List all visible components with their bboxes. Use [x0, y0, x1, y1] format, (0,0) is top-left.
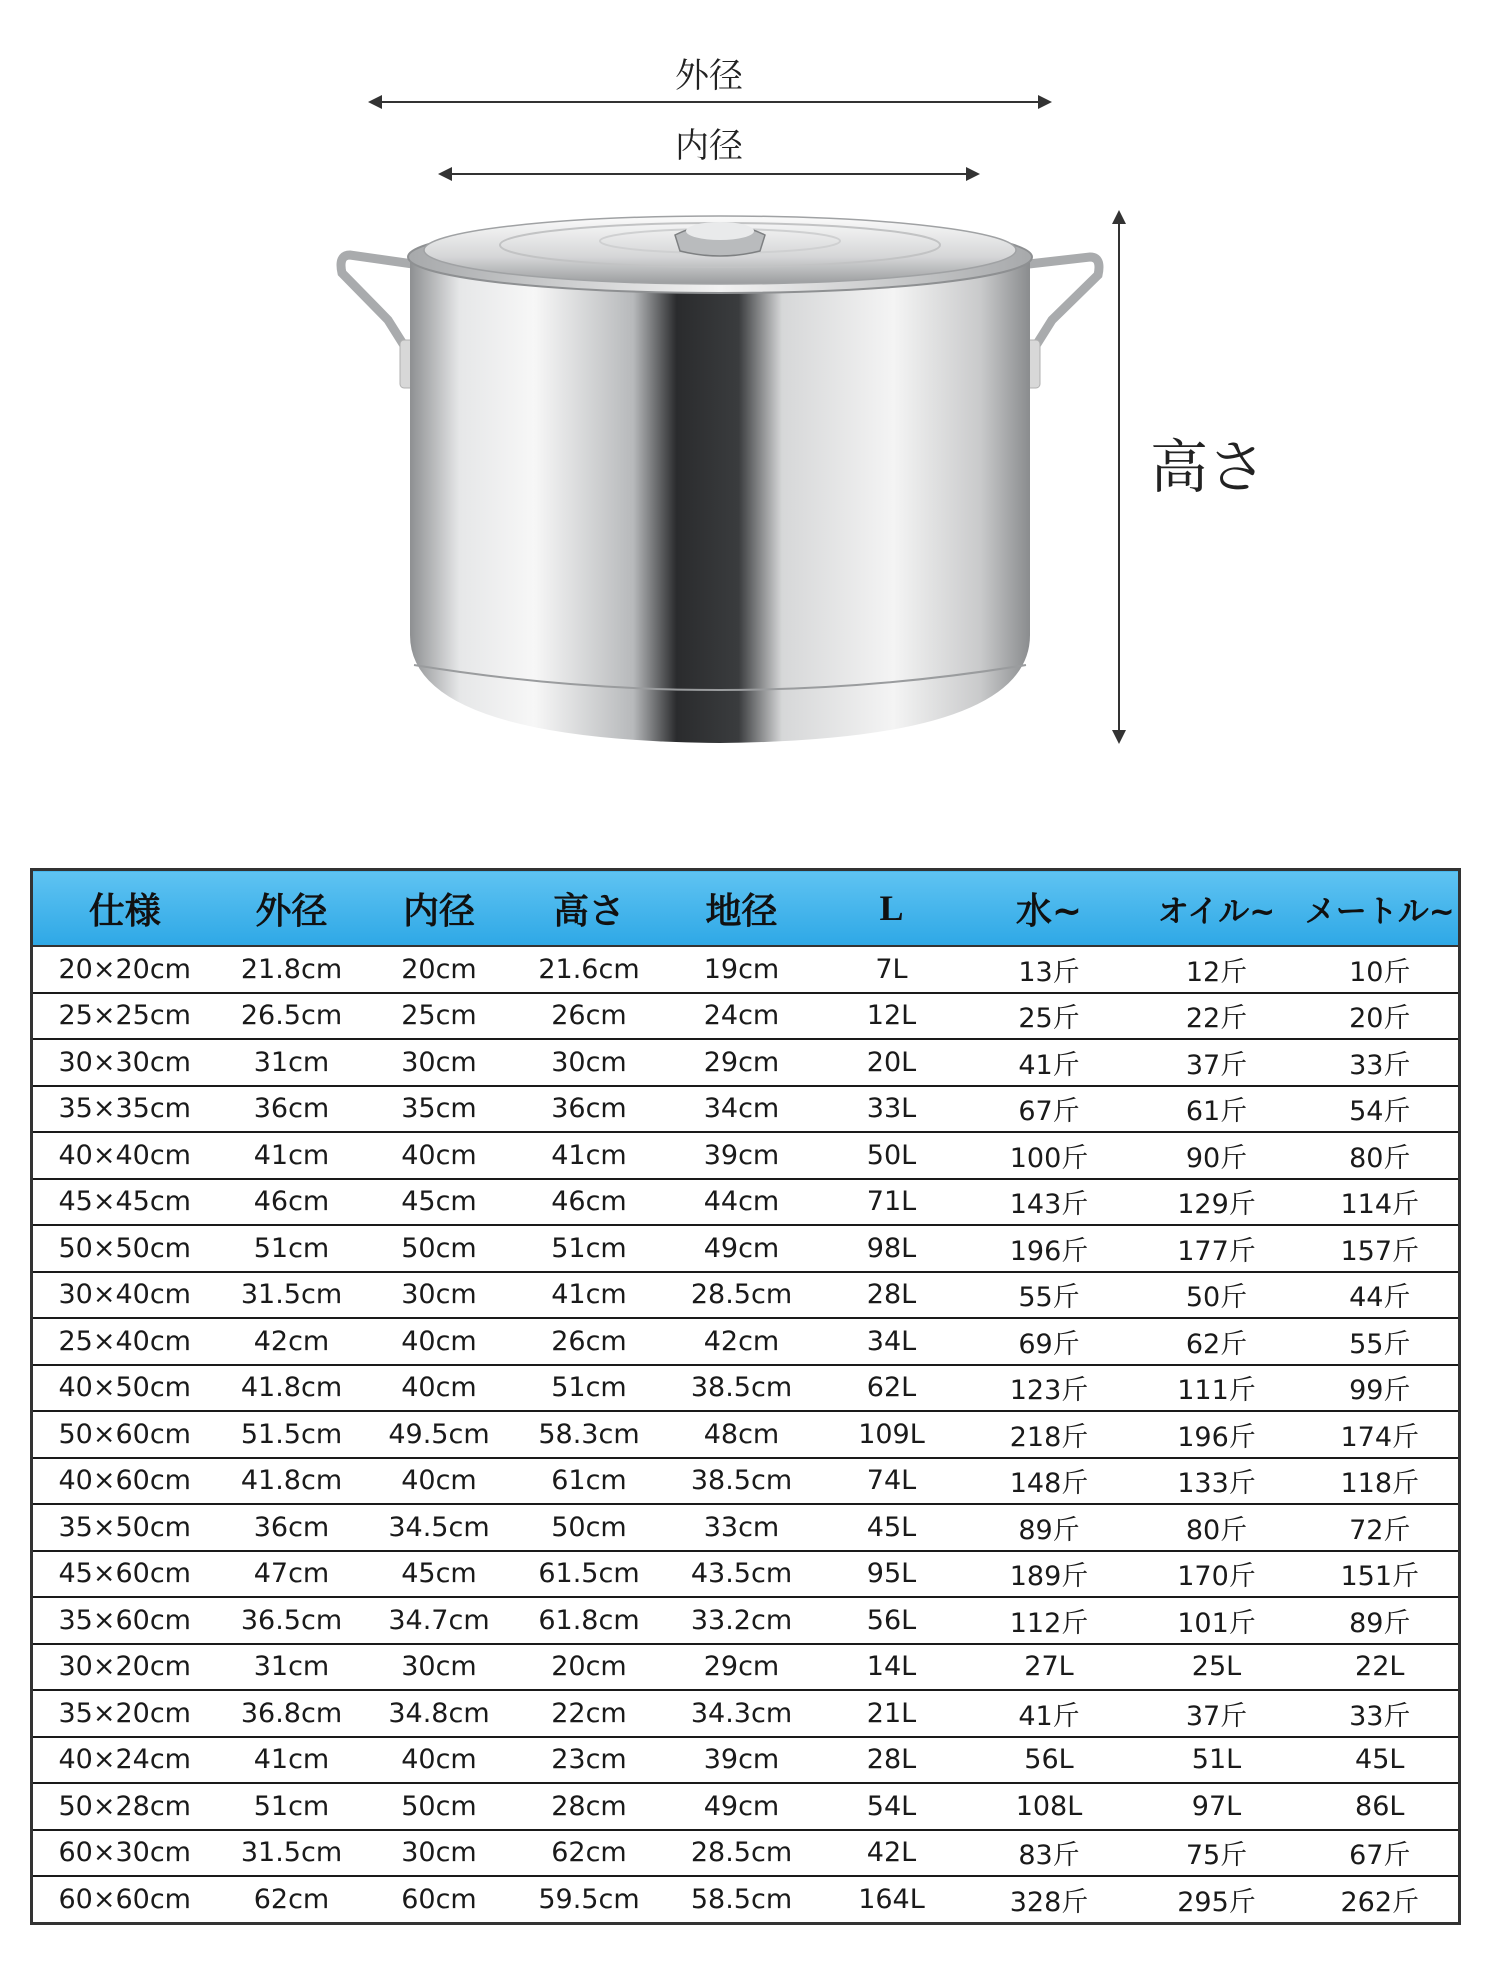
table-row: [32, 946, 1460, 993]
cell-oil: 177斤: [1132, 1225, 1302, 1272]
cell-base-diameter: 49cm: [667, 1783, 817, 1830]
cell-spec: 45×45cm: [32, 1179, 217, 1226]
cell-outer-diameter: 21.8cm: [217, 946, 367, 993]
cell-liters: 71L: [817, 1179, 967, 1226]
stockpot-image: [330, 195, 1110, 755]
cell-meter: 67斤: [1302, 1830, 1460, 1877]
cell-meter: 72斤: [1302, 1504, 1460, 1551]
cell-base-diameter: 29cm: [667, 1039, 817, 1086]
inner-diameter-arrow: [440, 173, 978, 175]
outer-diameter-label: 外径: [675, 56, 743, 96]
cell-water: 13斤: [967, 946, 1132, 993]
cell-oil: 50斤: [1132, 1272, 1302, 1319]
cell-meter: 262斤: [1302, 1876, 1460, 1923]
cell-oil: 196斤: [1132, 1411, 1302, 1458]
table-row: [32, 1318, 1460, 1365]
table-row: [32, 1644, 1460, 1691]
height-arrow: [1118, 212, 1120, 742]
header-water: 水~: [967, 870, 1132, 947]
cell-meter: 118斤: [1302, 1458, 1460, 1505]
cell-inner-diameter: 40cm: [367, 1132, 512, 1179]
cell-base-diameter: 38.5cm: [667, 1458, 817, 1505]
cell-oil: 97L: [1132, 1783, 1302, 1830]
cell-liters: 74L: [817, 1458, 967, 1505]
cell-height: 50cm: [512, 1504, 667, 1551]
cell-spec: 35×60cm: [32, 1597, 217, 1644]
cell-liters: 34L: [817, 1318, 967, 1365]
table-row: [32, 1225, 1460, 1272]
cell-spec: 40×24cm: [32, 1737, 217, 1784]
cell-inner-diameter: 25cm: [367, 993, 512, 1040]
cell-spec: 25×25cm: [32, 993, 217, 1040]
cell-liters: 56L: [817, 1597, 967, 1644]
cell-base-diameter: 48cm: [667, 1411, 817, 1458]
cell-meter: 151斤: [1302, 1551, 1460, 1598]
cell-base-diameter: 19cm: [667, 946, 817, 993]
cell-height: 62cm: [512, 1830, 667, 1877]
cell-outer-diameter: 51.5cm: [217, 1411, 367, 1458]
cell-spec: 45×60cm: [32, 1551, 217, 1598]
header-base-diameter: 地径: [667, 870, 817, 947]
cell-meter: 20斤: [1302, 993, 1460, 1040]
cell-inner-diameter: 20cm: [367, 946, 512, 993]
cell-water: 218斤: [967, 1411, 1132, 1458]
cell-base-diameter: 28.5cm: [667, 1830, 817, 1877]
cell-outer-diameter: 36.5cm: [217, 1597, 367, 1644]
cell-water: 108L: [967, 1783, 1132, 1830]
cell-meter: 44斤: [1302, 1272, 1460, 1319]
cell-water: 143斤: [967, 1179, 1132, 1226]
cell-base-diameter: 29cm: [667, 1644, 817, 1691]
cell-base-diameter: 28.5cm: [667, 1272, 817, 1319]
table-row: [32, 1039, 1460, 1086]
cell-oil: 111斤: [1132, 1365, 1302, 1412]
cell-base-diameter: 34.3cm: [667, 1690, 817, 1737]
cell-base-diameter: 42cm: [667, 1318, 817, 1365]
cell-base-diameter: 58.5cm: [667, 1876, 817, 1923]
cell-meter: 89斤: [1302, 1597, 1460, 1644]
table-row: [32, 1551, 1460, 1598]
cell-height: 41cm: [512, 1132, 667, 1179]
table-row: [32, 1086, 1460, 1133]
table-row: [32, 1830, 1460, 1877]
cell-liters: 7L: [817, 946, 967, 993]
cell-spec: 35×20cm: [32, 1690, 217, 1737]
cell-height: 20cm: [512, 1644, 667, 1691]
table-row: [32, 1132, 1460, 1179]
cell-outer-diameter: 41.8cm: [217, 1458, 367, 1505]
cell-height: 23cm: [512, 1737, 667, 1784]
cell-liters: 109L: [817, 1411, 967, 1458]
cell-height: 22cm: [512, 1690, 667, 1737]
cell-inner-diameter: 30cm: [367, 1830, 512, 1877]
cell-meter: 114斤: [1302, 1179, 1460, 1226]
cell-outer-diameter: 26.5cm: [217, 993, 367, 1040]
cell-outer-diameter: 42cm: [217, 1318, 367, 1365]
cell-outer-diameter: 41.8cm: [217, 1365, 367, 1412]
cell-liters: 98L: [817, 1225, 967, 1272]
cell-oil: 133斤: [1132, 1458, 1302, 1505]
table-row: [32, 1458, 1460, 1505]
cell-oil: 61斤: [1132, 1086, 1302, 1133]
cell-oil: 25L: [1132, 1644, 1302, 1691]
cell-outer-diameter: 31cm: [217, 1039, 367, 1086]
cell-liters: 20L: [817, 1039, 967, 1086]
cell-inner-diameter: 50cm: [367, 1783, 512, 1830]
cell-inner-diameter: 60cm: [367, 1876, 512, 1923]
cell-water: 196斤: [967, 1225, 1132, 1272]
header-outer-diameter: 外径: [217, 870, 367, 947]
table-row: [32, 1179, 1460, 1226]
cell-base-diameter: 24cm: [667, 993, 817, 1040]
cell-inner-diameter: 30cm: [367, 1272, 512, 1319]
table-row: [32, 1783, 1460, 1830]
cell-inner-diameter: 34.7cm: [367, 1597, 512, 1644]
cell-height: 46cm: [512, 1179, 667, 1226]
cell-liters: 95L: [817, 1551, 967, 1598]
cell-inner-diameter: 50cm: [367, 1225, 512, 1272]
cell-water: 41斤: [967, 1690, 1132, 1737]
cell-outer-diameter: 31.5cm: [217, 1272, 367, 1319]
table-row: [32, 1411, 1460, 1458]
cell-water: 69斤: [967, 1318, 1132, 1365]
cell-spec: 20×20cm: [32, 946, 217, 993]
header-spec: 仕様: [32, 870, 217, 947]
cell-water: 83斤: [967, 1830, 1132, 1877]
cell-height: 61.8cm: [512, 1597, 667, 1644]
cell-oil: 22斤: [1132, 993, 1302, 1040]
cell-meter: 22L: [1302, 1644, 1460, 1691]
cell-inner-diameter: 40cm: [367, 1318, 512, 1365]
cell-meter: 174斤: [1302, 1411, 1460, 1458]
height-label: 高さ: [1150, 433, 1267, 501]
cell-oil: 37斤: [1132, 1039, 1302, 1086]
cell-meter: 55斤: [1302, 1318, 1460, 1365]
table-row: [32, 1737, 1460, 1784]
cell-inner-diameter: 34.5cm: [367, 1504, 512, 1551]
cell-outer-diameter: 41cm: [217, 1737, 367, 1784]
spec-table: [30, 868, 1458, 1925]
cell-water: 25斤: [967, 993, 1132, 1040]
cell-water: 67斤: [967, 1086, 1132, 1133]
cell-base-diameter: 39cm: [667, 1737, 817, 1784]
cell-inner-diameter: 34.8cm: [367, 1690, 512, 1737]
cell-meter: 157斤: [1302, 1225, 1460, 1272]
cell-outer-diameter: 62cm: [217, 1876, 367, 1923]
cell-water: 27L: [967, 1644, 1132, 1691]
cell-meter: 33斤: [1302, 1039, 1460, 1086]
inner-diameter-label: 内径: [675, 126, 743, 166]
table-row: [32, 1504, 1460, 1551]
cell-spec: 35×50cm: [32, 1504, 217, 1551]
cell-outer-diameter: 36cm: [217, 1504, 367, 1551]
cell-inner-diameter: 45cm: [367, 1179, 512, 1226]
cell-spec: 30×30cm: [32, 1039, 217, 1086]
cell-spec: 40×60cm: [32, 1458, 217, 1505]
cell-liters: 45L: [817, 1504, 967, 1551]
cell-height: 58.3cm: [512, 1411, 667, 1458]
cell-meter: 54斤: [1302, 1086, 1460, 1133]
cell-oil: 170斤: [1132, 1551, 1302, 1598]
cell-water: 100斤: [967, 1132, 1132, 1179]
cell-height: 59.5cm: [512, 1876, 667, 1923]
cell-base-diameter: 44cm: [667, 1179, 817, 1226]
cell-height: 26cm: [512, 993, 667, 1040]
cell-spec: 60×30cm: [32, 1830, 217, 1877]
cell-water: 112斤: [967, 1597, 1132, 1644]
table-row: [32, 993, 1460, 1040]
cell-outer-diameter: 31.5cm: [217, 1830, 367, 1877]
cell-outer-diameter: 51cm: [217, 1783, 367, 1830]
cell-height: 36cm: [512, 1086, 667, 1133]
cell-inner-diameter: 49.5cm: [367, 1411, 512, 1458]
cell-height: 30cm: [512, 1039, 667, 1086]
cell-oil: 75斤: [1132, 1830, 1302, 1877]
cell-outer-diameter: 46cm: [217, 1179, 367, 1226]
cell-oil: 12斤: [1132, 946, 1302, 993]
cell-oil: 37斤: [1132, 1690, 1302, 1737]
cell-spec: 50×28cm: [32, 1783, 217, 1830]
cell-liters: 50L: [817, 1132, 967, 1179]
cell-height: 21.6cm: [512, 946, 667, 993]
cell-water: 55斤: [967, 1272, 1132, 1319]
outer-diameter-arrow: [370, 101, 1050, 103]
cell-height: 41cm: [512, 1272, 667, 1319]
cell-meter: 99斤: [1302, 1365, 1460, 1412]
cell-outer-diameter: 36.8cm: [217, 1690, 367, 1737]
cell-inner-diameter: 40cm: [367, 1458, 512, 1505]
cell-outer-diameter: 31cm: [217, 1644, 367, 1691]
cell-base-diameter: 43.5cm: [667, 1551, 817, 1598]
cell-inner-diameter: 35cm: [367, 1086, 512, 1133]
cell-spec: 40×40cm: [32, 1132, 217, 1179]
cell-base-diameter: 38.5cm: [667, 1365, 817, 1412]
table-row: [32, 1597, 1460, 1644]
table-row: [32, 1272, 1460, 1319]
cell-spec: 25×40cm: [32, 1318, 217, 1365]
cell-oil: 51L: [1132, 1737, 1302, 1784]
cell-height: 28cm: [512, 1783, 667, 1830]
cell-base-diameter: 33.2cm: [667, 1597, 817, 1644]
cell-inner-diameter: 30cm: [367, 1039, 512, 1086]
cell-liters: 28L: [817, 1272, 967, 1319]
cell-water: 328斤: [967, 1876, 1132, 1923]
cell-water: 41斤: [967, 1039, 1132, 1086]
cell-liters: 33L: [817, 1086, 967, 1133]
cell-inner-diameter: 40cm: [367, 1365, 512, 1412]
cell-meter: 10斤: [1302, 946, 1460, 993]
cell-outer-diameter: 47cm: [217, 1551, 367, 1598]
cell-inner-diameter: 30cm: [367, 1644, 512, 1691]
cell-inner-diameter: 45cm: [367, 1551, 512, 1598]
cell-spec: 50×60cm: [32, 1411, 217, 1458]
cell-liters: 28L: [817, 1737, 967, 1784]
cell-height: 61.5cm: [512, 1551, 667, 1598]
cell-spec: 50×50cm: [32, 1225, 217, 1272]
cell-liters: 14L: [817, 1644, 967, 1691]
header-inner-diameter: 内径: [367, 870, 512, 947]
cell-liters: 12L: [817, 993, 967, 1040]
cell-liters: 42L: [817, 1830, 967, 1877]
cell-water: 89斤: [967, 1504, 1132, 1551]
header-liters: L: [817, 870, 967, 947]
cell-base-diameter: 39cm: [667, 1132, 817, 1179]
cell-oil: 129斤: [1132, 1179, 1302, 1226]
cell-outer-diameter: 41cm: [217, 1132, 367, 1179]
header-meter: メートル~: [1302, 870, 1460, 947]
cell-base-diameter: 33cm: [667, 1504, 817, 1551]
cell-spec: 30×40cm: [32, 1272, 217, 1319]
cell-spec: 30×20cm: [32, 1644, 217, 1691]
cell-meter: 45L: [1302, 1737, 1460, 1784]
cell-height: 26cm: [512, 1318, 667, 1365]
cell-outer-diameter: 36cm: [217, 1086, 367, 1133]
cell-height: 61cm: [512, 1458, 667, 1505]
cell-oil: 62斤: [1132, 1318, 1302, 1365]
cell-inner-diameter: 40cm: [367, 1737, 512, 1784]
cell-liters: 62L: [817, 1365, 967, 1412]
header-height: 高さ: [512, 870, 667, 947]
cell-meter: 80斤: [1302, 1132, 1460, 1179]
cell-spec: 35×35cm: [32, 1086, 217, 1133]
cell-water: 148斤: [967, 1458, 1132, 1505]
cell-liters: 21L: [817, 1690, 967, 1737]
cell-base-diameter: 49cm: [667, 1225, 817, 1272]
cell-water: 189斤: [967, 1551, 1132, 1598]
cell-water: 123斤: [967, 1365, 1132, 1412]
cell-outer-diameter: 51cm: [217, 1225, 367, 1272]
cell-liters: 164L: [817, 1876, 967, 1923]
cell-height: 51cm: [512, 1225, 667, 1272]
cell-oil: 80斤: [1132, 1504, 1302, 1551]
table-row: [32, 1876, 1460, 1923]
table-row: [32, 1690, 1460, 1737]
cell-meter: 86L: [1302, 1783, 1460, 1830]
cell-meter: 33斤: [1302, 1690, 1460, 1737]
cell-height: 51cm: [512, 1365, 667, 1412]
table-row: [32, 1365, 1460, 1412]
cell-spec: 40×50cm: [32, 1365, 217, 1412]
cell-base-diameter: 34cm: [667, 1086, 817, 1133]
cell-oil: 90斤: [1132, 1132, 1302, 1179]
cell-oil: 101斤: [1132, 1597, 1302, 1644]
cell-water: 56L: [967, 1737, 1132, 1784]
cell-oil: 295斤: [1132, 1876, 1302, 1923]
table-header-row: [32, 870, 1460, 947]
cell-liters: 54L: [817, 1783, 967, 1830]
cell-spec: 60×60cm: [32, 1876, 217, 1923]
header-oil: オイル~: [1132, 870, 1302, 947]
